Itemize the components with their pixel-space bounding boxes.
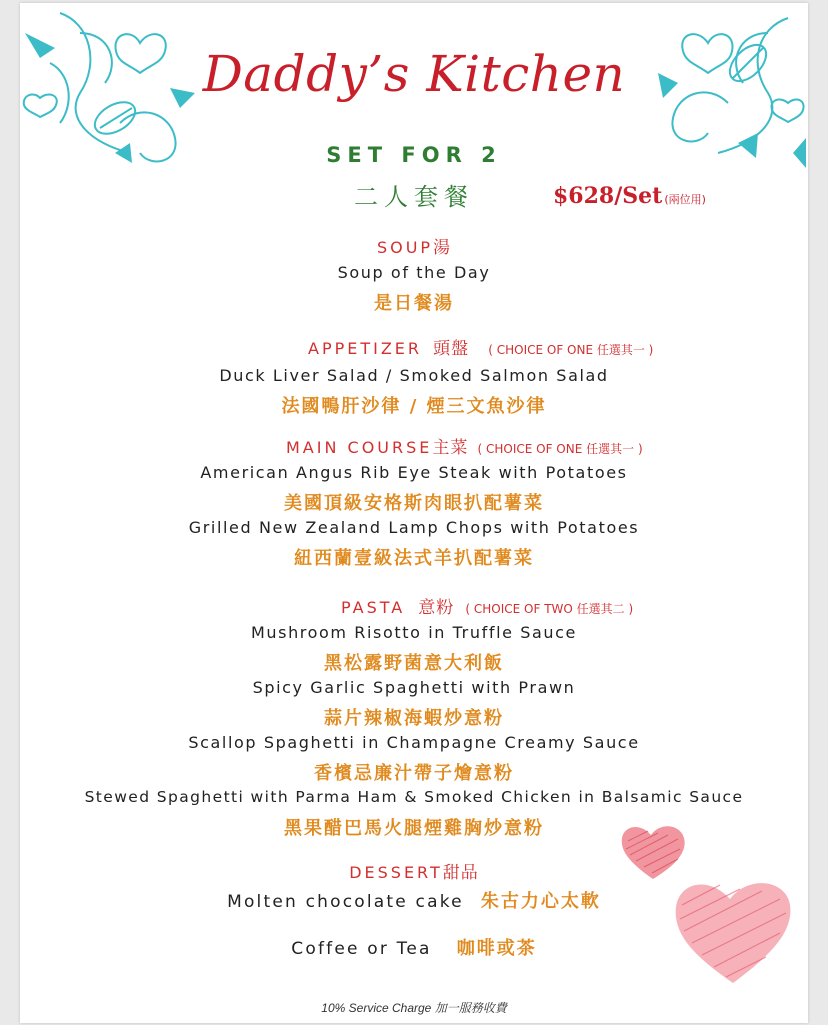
menu-item-zh: 蒜片辣椒海蝦炒意粉 (324, 708, 504, 729)
menu-item-zh: 香檳忌廉汁帶子燴意粉 (314, 763, 514, 784)
menu-item-zh: 美國頂級安格斯肉眼扒配薯菜 (284, 493, 544, 514)
section-title: SOUP (376, 238, 434, 257)
menu-item-en: Molten chocolate cake (227, 892, 464, 912)
section-title: MAIN COURSE (286, 438, 433, 457)
menu-item-en: Duck Liver Salad / Smoked Salmon Salad (219, 366, 609, 385)
section-main-course-header (286, 433, 643, 458)
menu-item-en: Spicy Garlic Spaghetti with Prawn (252, 678, 576, 697)
choice-note: ( CHOICE OF TWO 任選其二 ) (465, 602, 634, 616)
menu-item-en: Soup of the Day (337, 263, 491, 282)
section-soup-header (20, 233, 808, 258)
menu-item-zh: 黑松露野菌意大利飯 (324, 653, 504, 674)
menu-item-en: Grilled New Zealand Lamp Chops with Potatoes (188, 518, 640, 537)
price-note: (兩位用) (664, 193, 706, 206)
menu-item-en: Stewed Spaghetti with Parma Ham & Smoked Chicken in Balsamic Sauce (84, 788, 744, 806)
menu-item-en: Scallop Spaghetti in Champagne Creamy Sauce (188, 733, 640, 752)
menu-item-zh: 朱古力心太軟 (480, 891, 601, 912)
service-charge-note: 10% Service Charge 加一服務收費 (321, 1001, 507, 1015)
section-pasta-header (341, 593, 633, 618)
section-title-zh: 湯 (433, 238, 452, 258)
section-title: APPETIZER (308, 339, 423, 358)
menu-item-en: Mushroom Risotto in Truffle Sauce (250, 623, 577, 642)
section-title-zh: 甜品 (442, 863, 479, 883)
menu-item-en: Coffee or Tea (291, 939, 432, 959)
section-title: DESSERT (349, 863, 443, 882)
section-title-zh: 意粉 (418, 598, 455, 618)
section-title: PASTA (341, 598, 406, 617)
section-appetizer-header (308, 334, 653, 359)
menu-title: Daddy’s Kitchen (202, 45, 626, 103)
set-subtitle: SET FOR 2 (326, 143, 502, 167)
section-title-zh: 頭盤 (433, 339, 470, 359)
menu-page (20, 3, 808, 1023)
set-price (553, 183, 706, 209)
price-value: $628/Set (553, 183, 663, 209)
menu-item-zh: 咖啡或茶 (456, 938, 537, 959)
menu-item-zh: 法國鴨肝沙律 / 煙三文魚沙律 (281, 396, 547, 417)
section-title-zh: 主菜 (432, 438, 469, 458)
choice-note: ( CHOICE OF ONE 任選其一 ) (477, 442, 643, 456)
menu-item-zh: 是日餐湯 (374, 293, 454, 314)
choice-note: ( CHOICE OF ONE 任選其一 ) (488, 343, 654, 357)
set-subtitle-zh: 二人套餐 (354, 183, 474, 211)
menu-item-en: American Angus Rib Eye Steak with Potatoes (200, 463, 628, 482)
menu-item-zh: 黑果醋巴馬火腿煙雞胸炒意粉 (284, 818, 544, 839)
heart-large-icon (670, 871, 796, 989)
menu-item-zh: 紐西蘭壹級法式羊扒配薯菜 (294, 548, 534, 569)
